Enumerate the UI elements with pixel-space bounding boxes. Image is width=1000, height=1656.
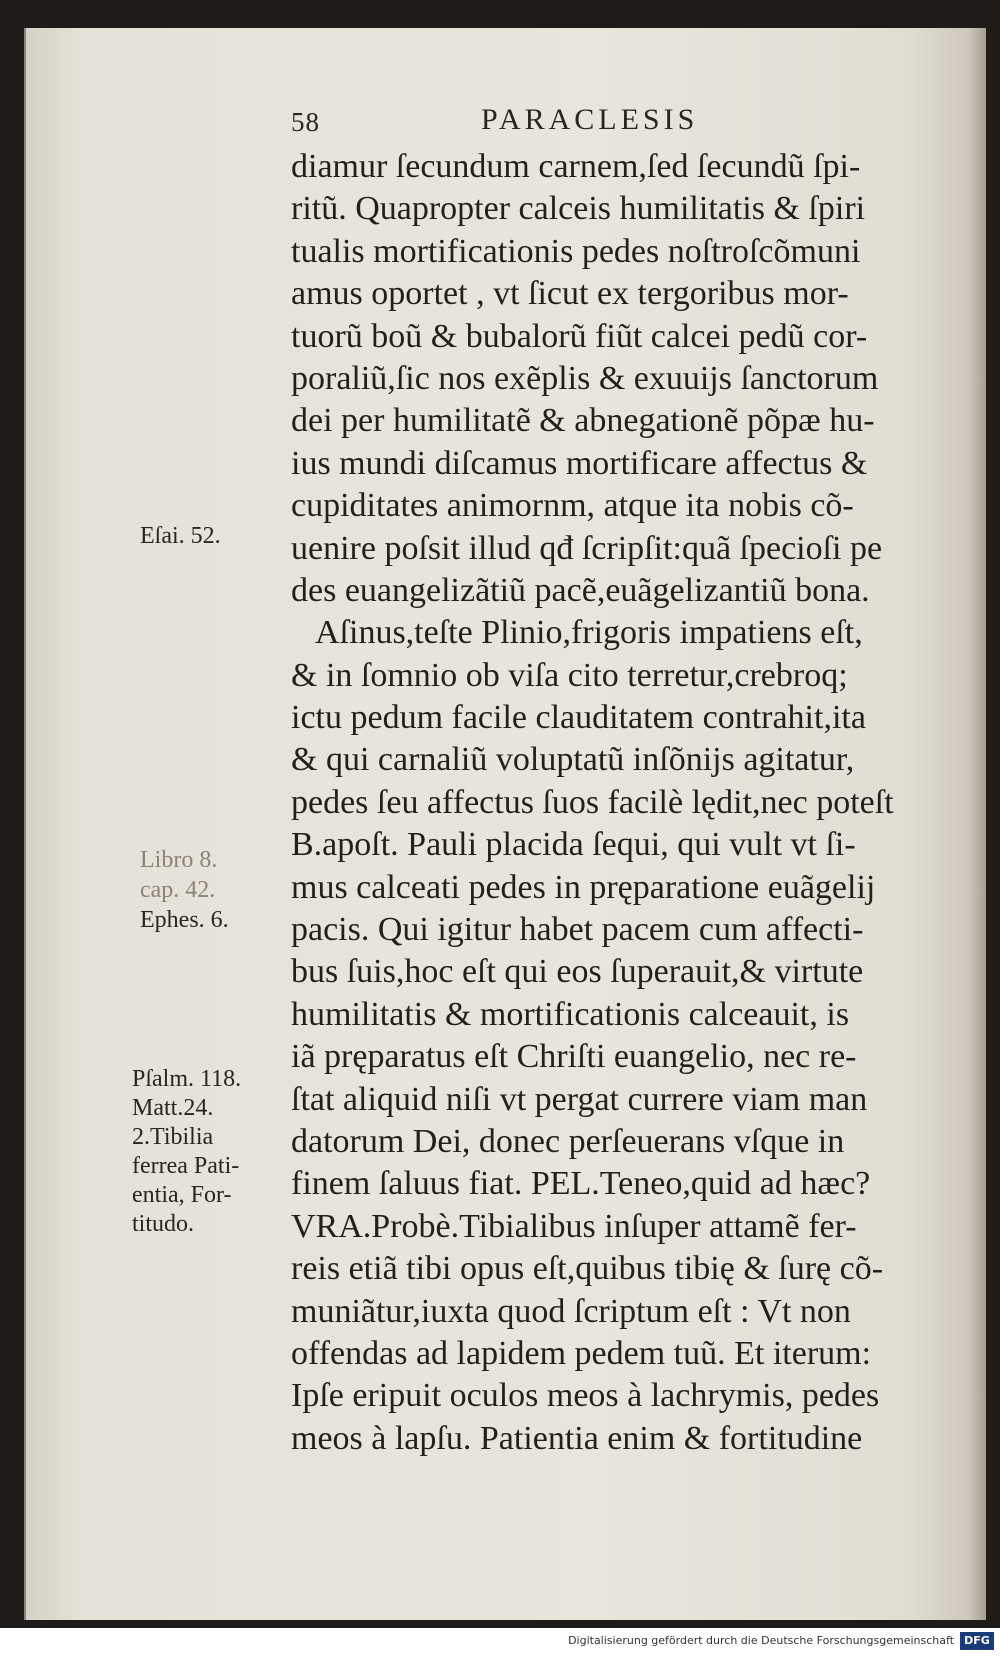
text-line: poraliũ,ſic nos exẽplis & exuuijs ſanctorum [291,359,879,397]
text-line: iã pręparatus eſt Chriſti euangelio, nec re- [291,1038,857,1076]
text-line: bus ſuis,hoc eſt qui eos ſuperauit,& virtute [291,953,864,991]
text-line: Aſinus,teſte Plinio,frigoris impatiens eſt, [315,614,863,652]
margin-note-ephes: Ephes. 6. [140,907,229,933]
text-line: tualis mortificationis pedes noſtroſcõmuni [291,232,861,270]
margin-note-tibilia: entia, For- [132,1182,232,1208]
text-line: & qui carnaliũ voluptatũ inſõnijs agitatur, [291,741,855,779]
text-line: finem ſaluus fiat. PEL.Teneo,quid ad hæc? [291,1165,871,1203]
funding-credit: Digitalisierung gefördert durch die Deutsche Forschungsgemeinschaft [568,1634,954,1647]
running-title: PARACLESIS [481,103,699,136]
text-line: amus oportet , vt ſicut ex tergoribus mor- [291,275,849,313]
margin-note-tibilia: titudo. [132,1211,195,1237]
text-line: mus calceati pedes in pręparatione euãgelij [291,868,876,906]
text-line: meos à lapſu. Patientia enim & fortitudine [291,1419,863,1457]
text-line: & in ſomnio ob viſa cito terretur,crebroq; [291,656,848,694]
margin-note-esai: Eſai. 52. [140,523,221,549]
text-line: ictu pedum facile clauditatem contrahit,ita [291,699,866,737]
text-line: des euangelizãtiũ pacẽ,euãgelizantiũ bona. [291,571,870,609]
text-line: diamur ſecundum carnem,ſed ſecundũ ſpi- [291,148,861,185]
footer-bar [0,1628,1000,1656]
page-number: 58 [291,107,320,137]
text-line: ritũ. Quapropter calceis humilitatis & ſpiri [291,190,866,228]
text-line: ſtat aliquid niſi vt pergat currere viam man [291,1080,868,1118]
text-line: VRA.Probè.Tibialibus inſuper attamẽ fer- [291,1207,857,1245]
text-line: tuorũ boũ & bubalorũ fiũt calcei pedũ cor- [291,317,868,355]
text-line: Ipſe eripuit oculos meos à lachrymis, pedes [291,1377,880,1415]
text-line: uenire poſsit illud qđ ſcripſit:quã ſpecioſi pe [291,529,883,567]
text-line: muniãtur,iuxta quod ſcriptum eſt : Vt non [291,1292,851,1330]
dfg-logo: DFG [960,1632,994,1650]
margin-note-psalm: Pſalm. 118. [132,1066,242,1092]
body-text [291,146,981,1460]
margin-note-cap: cap. 42. [140,877,216,903]
page-header [291,97,901,147]
text-line: ius mundi diſcamus mortificare affectus & [291,444,868,482]
text-line: offendas ad lapidem pedem tuũ. Et iterum: [291,1334,872,1372]
margin-note-matt: Matt.24. [132,1095,214,1121]
margin-note-tibilia: ferrea Pati- [132,1153,240,1179]
text-line: datorum Dei, donec perſeuerans vſque in [291,1122,845,1160]
text-line: reis etiã tibi opus eſt,quibus tibię & ſurę cõ- [291,1250,884,1288]
text-line: humilitatis & mortificationis calceauit, is [291,995,850,1033]
margin-note-tibilia: 2.Tibilia [132,1124,214,1150]
text-line: pacis. Qui igitur habet pacem cum affecti- [291,911,864,949]
margin-note-libro: Libro 8. [140,847,218,873]
text-line: pedes ſeu affectus ſuos facilè lędit,nec poteſt [291,783,894,821]
text-line: cupiditates animornm, atque ita nobis cõ- [291,487,854,525]
text-line: B.apoſt. Pauli placida ſequi, qui vult vt ſi- [291,826,856,864]
text-line: dei per humilitatẽ & abnegationẽ põpæ hu- [291,402,875,440]
